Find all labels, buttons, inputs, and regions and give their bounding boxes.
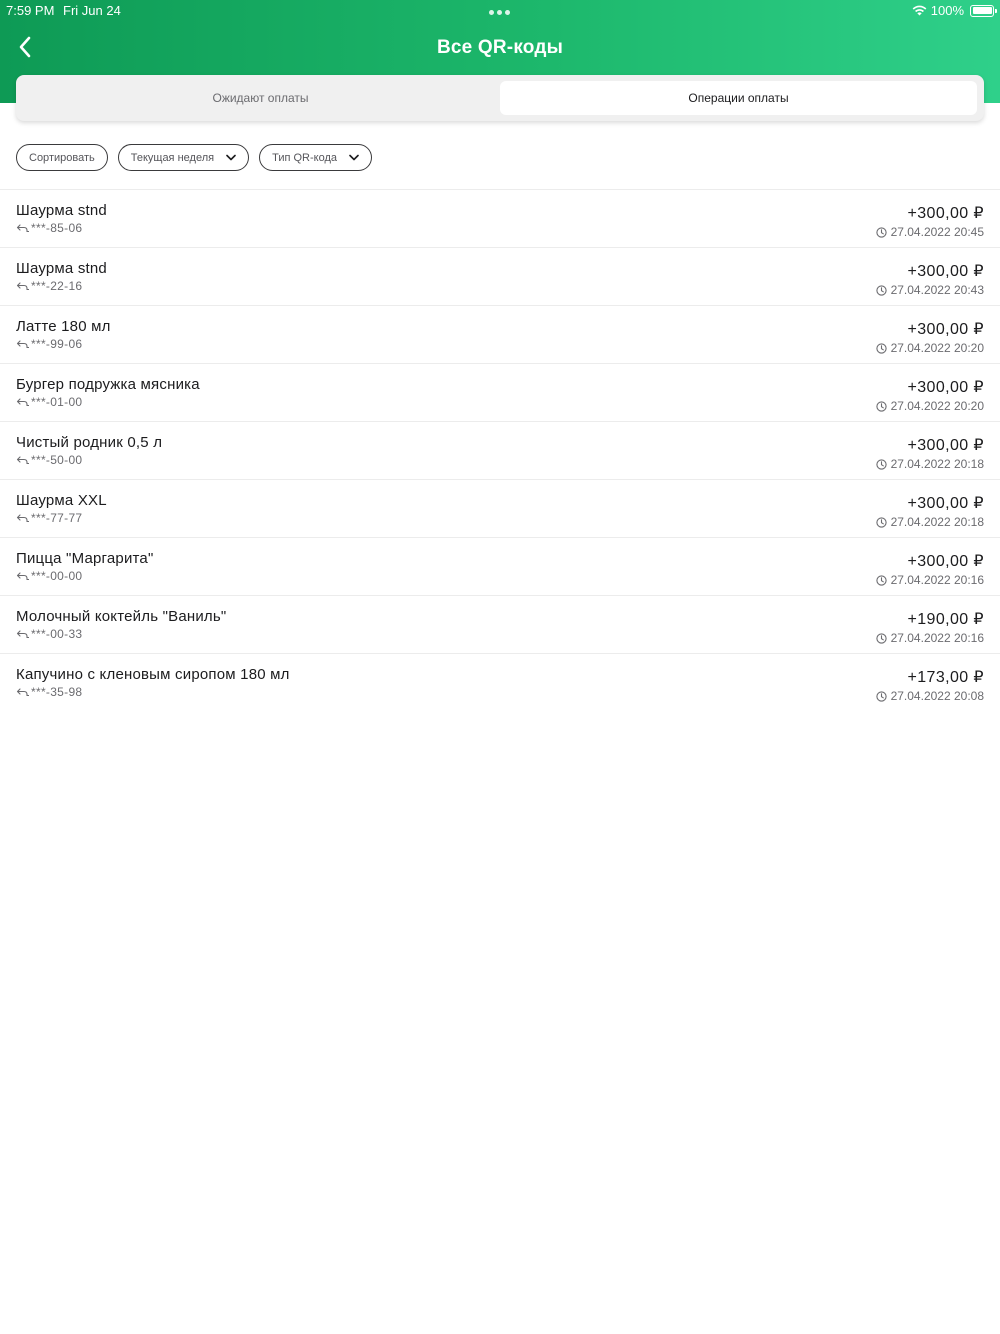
operation-payer xyxy=(16,395,82,409)
operation-row[interactable] xyxy=(0,654,1000,711)
operations-list xyxy=(0,189,1000,711)
operation-date: 27.04.2022 20:18 xyxy=(890,457,984,471)
operation-phone: ***-50-00 xyxy=(31,453,83,467)
clock-icon xyxy=(876,459,887,470)
operation-amount: +300,00 ₽ xyxy=(907,321,984,338)
sort-label: Сортировать xyxy=(29,151,95,164)
clock-icon xyxy=(876,401,887,412)
operation-datetime xyxy=(876,515,984,529)
operation-payer xyxy=(16,221,82,235)
return-arrow-icon xyxy=(16,688,29,696)
return-arrow-icon xyxy=(16,398,29,406)
return-arrow-icon xyxy=(16,224,29,232)
status-date: Fri Jun 24 xyxy=(63,3,121,18)
operation-name: Бургер подружка мясника xyxy=(16,376,200,393)
operation-row[interactable] xyxy=(0,306,1000,364)
operation-datetime xyxy=(876,341,984,355)
clock-icon xyxy=(876,227,887,238)
operation-date: 27.04.2022 20:16 xyxy=(890,631,984,645)
return-arrow-icon xyxy=(16,572,29,580)
return-arrow-icon xyxy=(16,456,29,464)
clock-icon xyxy=(876,633,887,644)
sort-button[interactable] xyxy=(16,144,108,171)
operation-row[interactable] xyxy=(0,596,1000,654)
operation-datetime xyxy=(876,573,984,587)
operation-payer xyxy=(16,569,82,583)
operation-datetime xyxy=(876,631,984,645)
battery-percent: 100% xyxy=(930,3,964,18)
filters-bar xyxy=(16,144,372,171)
operation-datetime xyxy=(876,399,984,413)
operation-date: 27.04.2022 20:45 xyxy=(890,225,984,239)
period-dropdown[interactable] xyxy=(118,144,249,171)
status-right xyxy=(912,3,994,18)
qr-type-dropdown[interactable] xyxy=(259,144,372,171)
operation-phone: ***-35-98 xyxy=(31,685,83,699)
return-arrow-icon xyxy=(16,630,29,638)
operation-row[interactable] xyxy=(0,190,1000,248)
operation-amount: +300,00 ₽ xyxy=(907,263,984,280)
operation-payer xyxy=(16,685,82,699)
operation-payer xyxy=(16,279,82,293)
chevron-down-icon xyxy=(226,154,236,161)
return-arrow-icon xyxy=(16,282,29,290)
operation-date: 27.04.2022 20:18 xyxy=(890,515,984,529)
multitasking-dots-icon[interactable] xyxy=(489,10,510,15)
operation-name: Чистый родник 0,5 л xyxy=(16,434,163,451)
operation-payer xyxy=(16,627,82,641)
operation-payer xyxy=(16,453,82,467)
operation-phone: ***-77-77 xyxy=(31,511,83,525)
operation-date: 27.04.2022 20:08 xyxy=(890,689,984,703)
operation-name: Шаурма stnd xyxy=(16,202,107,219)
operation-phone: ***-00-00 xyxy=(31,569,83,583)
operation-row[interactable] xyxy=(0,538,1000,596)
chevron-down-icon xyxy=(349,154,359,161)
status-bar xyxy=(0,0,1000,22)
operation-row[interactable] xyxy=(0,364,1000,422)
operation-phone: ***-00-33 xyxy=(31,627,83,641)
operation-phone: ***-99-06 xyxy=(31,337,83,351)
operation-date: 27.04.2022 20:16 xyxy=(890,573,984,587)
operation-row[interactable] xyxy=(0,422,1000,480)
operation-amount: +300,00 ₽ xyxy=(907,437,984,454)
operation-name: Молочный коктейль "Ваниль" xyxy=(16,608,227,625)
return-arrow-icon xyxy=(16,514,29,522)
operation-name: Шаурма XXL xyxy=(16,492,107,509)
operation-amount: +300,00 ₽ xyxy=(907,553,984,570)
tab-payment-operations[interactable]: Операции оплаты xyxy=(500,81,977,115)
clock-icon xyxy=(876,343,887,354)
clock-icon xyxy=(876,285,887,296)
page-title: Все QR-коды xyxy=(436,37,564,58)
operation-datetime xyxy=(876,689,984,703)
period-label: Текущая неделя xyxy=(130,151,215,164)
operation-name: Пицца "Маргарита" xyxy=(16,550,154,567)
operation-name: Капучино с кленовым сиропом 180 мл xyxy=(16,666,290,683)
qr-type-label: Тип QR-кода xyxy=(272,151,337,164)
clock-icon xyxy=(876,575,887,586)
operation-row[interactable] xyxy=(0,480,1000,538)
operation-phone: ***-01-00 xyxy=(31,395,83,409)
operation-amount: +300,00 ₽ xyxy=(907,495,984,512)
wifi-icon xyxy=(912,5,927,16)
operation-phone: ***-22-16 xyxy=(31,279,83,293)
operation-date: 27.04.2022 20:20 xyxy=(890,399,984,413)
operation-payer xyxy=(16,511,82,525)
return-arrow-icon xyxy=(16,340,29,348)
tab-awaiting-payment[interactable]: Ожидают оплаты xyxy=(212,91,309,105)
operation-name: Латте 180 мл xyxy=(16,318,111,335)
operation-date: 27.04.2022 20:43 xyxy=(890,283,984,297)
operation-amount: +190,00 ₽ xyxy=(907,611,984,628)
operation-date: 27.04.2022 20:20 xyxy=(890,341,984,355)
operation-payer xyxy=(16,337,82,351)
operation-datetime xyxy=(876,283,984,297)
operation-amount: +173,00 ₽ xyxy=(907,669,984,686)
operation-datetime xyxy=(876,457,984,471)
operation-amount: +300,00 ₽ xyxy=(907,205,984,222)
clock-icon xyxy=(876,691,887,702)
operation-phone: ***-85-06 xyxy=(31,221,83,235)
operation-name: Шаурма stnd xyxy=(16,260,107,277)
battery-icon xyxy=(970,5,994,17)
segmented-control xyxy=(16,75,984,121)
operation-amount: +300,00 ₽ xyxy=(907,379,984,396)
operation-datetime xyxy=(876,225,984,239)
operation-row[interactable] xyxy=(0,248,1000,306)
status-time: 7:59 PM xyxy=(6,3,55,18)
clock-icon xyxy=(876,517,887,528)
